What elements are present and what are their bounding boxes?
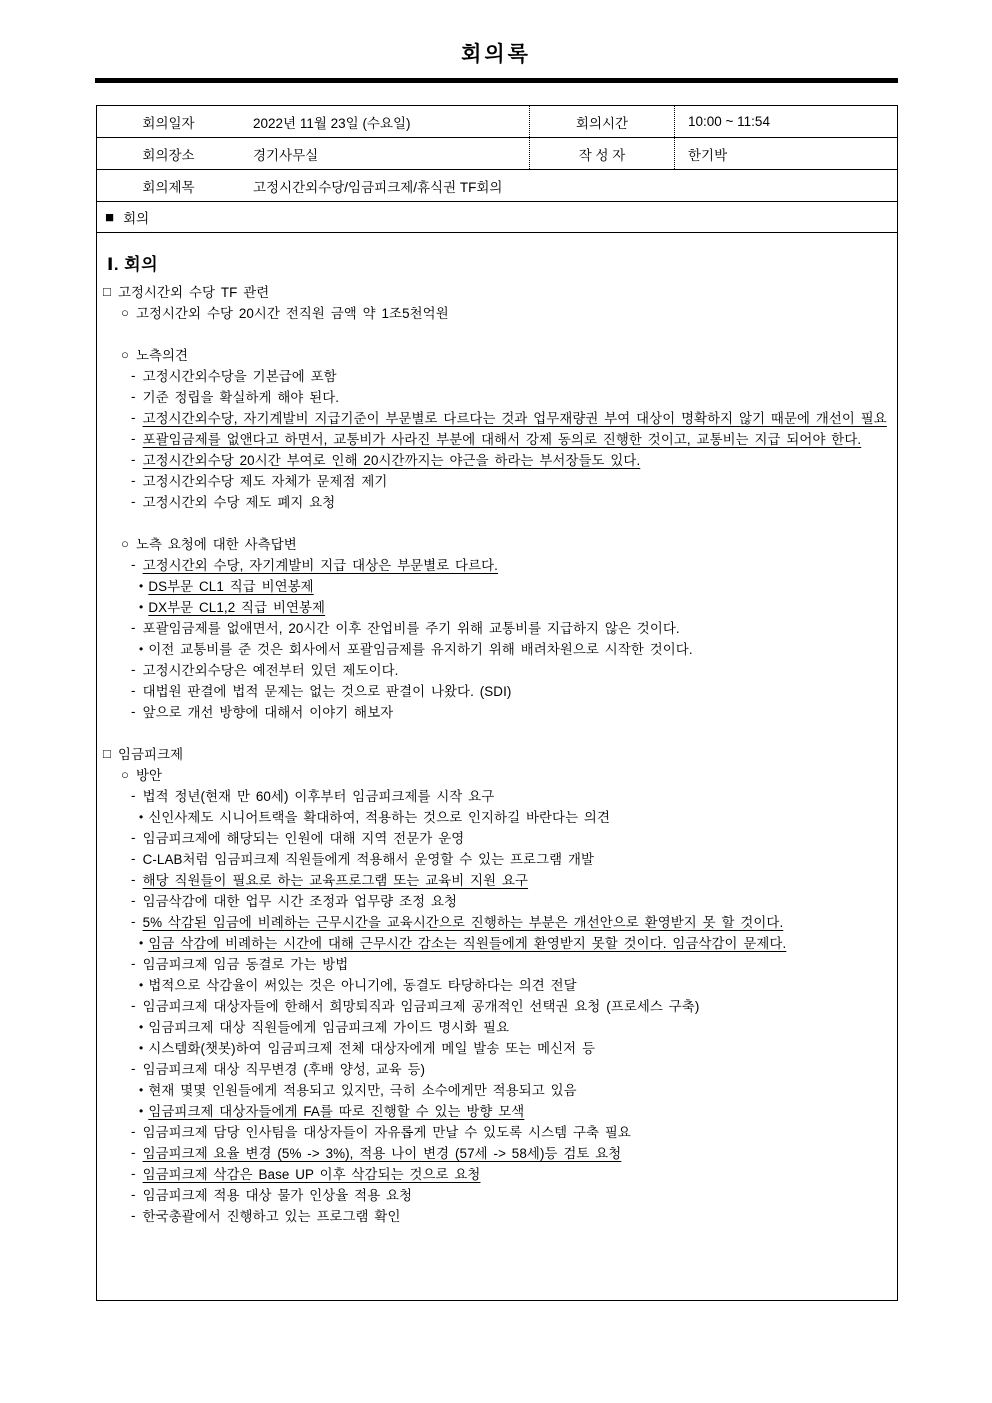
content-line bbox=[97, 1037, 897, 1058]
line-text: 고정시간외수당 제도 자체가 문제점 제기 bbox=[142, 474, 388, 489]
line-text: 임금피크제 요율 변경 (5% -> 3%), 적용 나이 변경 (57세 -> 58세)등 검토 요청 bbox=[142, 1146, 622, 1161]
dash-marker: - bbox=[131, 1124, 136, 1139]
line-text: 대법원 판결에 법적 문제는 없는 것으로 판결이 나왔다. (SDI) bbox=[142, 684, 512, 699]
content-line bbox=[97, 785, 897, 806]
line-text: 방안 bbox=[135, 768, 163, 783]
info-row-date-time bbox=[97, 106, 897, 138]
line-text: 신인사제도 시니어트랙을 확대하여, 적용하는 것으로 인지하길 바란다는 의견 bbox=[148, 810, 611, 825]
dash-marker: - bbox=[131, 368, 136, 383]
meeting-title-label: 회의제목 bbox=[142, 179, 195, 195]
line-text: 해당 직원들이 필요로 하는 교육프로그램 또는 교육비 지원 요구 bbox=[142, 873, 529, 888]
dot-bullet-icon: • bbox=[139, 809, 144, 824]
dash-marker: - bbox=[131, 956, 136, 971]
dash-marker: - bbox=[131, 620, 136, 635]
content-line bbox=[97, 281, 897, 302]
content-line bbox=[97, 533, 897, 554]
dash-marker: - bbox=[131, 410, 136, 425]
content-line bbox=[97, 827, 897, 848]
line-text: 포괄임금제를 없앤다고 하면서, 교통비가 사라진 부분에 대해서 강제 동의로 진행한 것이고, 교통비는 지급 되어야 한다. bbox=[142, 432, 862, 447]
meeting-time-value: 10:00 ~ 11:54 bbox=[674, 106, 897, 137]
dash-marker: - bbox=[131, 872, 136, 887]
line-text: 고정시간외수당, 자기계발비 지급기준이 부문별로 다르다는 것과 업무재량권 부여 대상이 명확하지 않기 때문에 개선이 필요 bbox=[142, 411, 887, 426]
outline-square-icon: □ bbox=[103, 284, 111, 299]
content-line bbox=[97, 638, 897, 659]
dot-bullet-icon: • bbox=[139, 1019, 144, 1034]
content-line bbox=[97, 617, 897, 638]
content-line bbox=[97, 344, 897, 365]
line-text: 이전 교통비를 준 것은 회사에서 포괄임금제를 유지하기 위해 배려차원으로 시작한 것이다. bbox=[148, 642, 693, 657]
line-text: 고정시간외 수당 TF 관련 bbox=[117, 285, 270, 300]
content-line bbox=[97, 449, 897, 470]
content-line bbox=[97, 701, 897, 722]
circle-icon: ○ bbox=[121, 767, 129, 782]
line-text: 고정시간외수당 20시간 부여로 인해 20시간까지는 야근을 하라는 부서장들도 있다. bbox=[142, 453, 641, 468]
line-text: 고정시간외수당은 예전부터 있던 제도이다. bbox=[142, 663, 399, 678]
dash-marker: - bbox=[131, 683, 136, 698]
content-line bbox=[97, 848, 897, 869]
line-text: 임금피크제 임금 동결로 가는 방법 bbox=[142, 957, 349, 972]
author-value: 한기박 bbox=[674, 138, 897, 169]
line-text: DS부문 CL1 직급 비연봉제 bbox=[148, 579, 314, 594]
dot-bullet-icon: • bbox=[139, 578, 144, 593]
content-line bbox=[97, 995, 897, 1016]
content-line bbox=[97, 659, 897, 680]
line-text: 임금피크제 삭감은 Base UP 이후 삭감되는 것으로 요청 bbox=[142, 1167, 481, 1182]
content-line bbox=[97, 1100, 897, 1121]
line-text: 임금피크제 대상자들에 한해서 희망퇴직과 임금피크제 공개적인 선택권 요청 (프로세스 구축) bbox=[142, 999, 700, 1014]
circle-icon: ○ bbox=[121, 536, 129, 551]
content-line bbox=[97, 470, 897, 491]
dash-marker: - bbox=[131, 1061, 136, 1076]
dash-marker: - bbox=[131, 494, 136, 509]
line-text: 임금피크제 담당 인사팀을 대상자들이 자유롭게 만날 수 있도록 시스템 구축 필요 bbox=[142, 1125, 631, 1140]
meeting-date-value: 2022년 11월 23일 (수요일) bbox=[253, 115, 411, 131]
content-line bbox=[97, 1079, 897, 1100]
dash-marker: - bbox=[131, 1145, 136, 1160]
author-label: 작 성 자 bbox=[529, 138, 674, 169]
meeting-date-label: 회의일자 bbox=[142, 115, 195, 131]
line-text: 임금피크제 대상 직원들에게 임금피크제 가이드 명시화 필요 bbox=[148, 1020, 510, 1035]
title-divider-rule bbox=[95, 78, 898, 83]
line-text: 시스템화(챗봇)하여 임금피크제 전체 대상자에게 메일 발송 또는 메신저 등 bbox=[148, 1041, 596, 1056]
dot-bullet-icon: • bbox=[139, 977, 144, 992]
dot-bullet-icon: • bbox=[139, 641, 144, 656]
minutes-table bbox=[96, 105, 898, 1301]
dash-marker: - bbox=[131, 914, 136, 929]
outline-square-icon: □ bbox=[103, 746, 111, 761]
dash-marker: - bbox=[131, 851, 136, 866]
line-text: 임금피크제 대상자들에게 FA를 따로 진행할 수 있는 방향 모색 bbox=[148, 1104, 525, 1119]
line-text: 임금 삭감에 비례하는 시간에 대해 근무시간 감소는 직원들에게 환영받지 못할 것이다. 임금삭감이 문제다. bbox=[148, 936, 787, 951]
dash-marker: - bbox=[131, 1187, 136, 1202]
line-text: 한국총괄에서 진행하고 있는 프로그램 확인 bbox=[142, 1209, 401, 1224]
content-line bbox=[97, 575, 897, 596]
blank-line bbox=[97, 323, 897, 344]
content-line bbox=[97, 386, 897, 407]
content-line bbox=[97, 806, 897, 827]
content-line bbox=[97, 302, 897, 323]
dash-marker: - bbox=[131, 998, 136, 1013]
content-line bbox=[97, 911, 897, 932]
dash-marker: - bbox=[131, 389, 136, 404]
line-text: 포괄임금제를 없애면서, 20시간 이후 잔업비를 주기 위해 교통비를 지급하지 않은 것이다. bbox=[142, 621, 680, 636]
content-line bbox=[97, 764, 897, 785]
content-line bbox=[97, 953, 897, 974]
content-line bbox=[97, 1142, 897, 1163]
content-line bbox=[97, 890, 897, 911]
dot-bullet-icon: • bbox=[139, 1103, 144, 1118]
line-text: 기준 정립을 확실하게 해야 된다. bbox=[142, 390, 340, 405]
dot-bullet-icon: • bbox=[139, 1082, 144, 1097]
dash-marker: - bbox=[131, 704, 136, 719]
line-text: 임금삭감에 대한 업무 시간 조정과 업무량 조정 요청 bbox=[142, 894, 458, 909]
line-text: 고정시간외 수당 20시간 전직원 금액 약 1조5천억원 bbox=[135, 306, 449, 321]
content-line bbox=[97, 1184, 897, 1205]
dash-marker: - bbox=[131, 557, 136, 572]
content-line bbox=[97, 974, 897, 995]
line-text: 고정시간외 수당, 자기계발비 지급 대상은 부문별로 다르다. bbox=[142, 558, 498, 573]
meeting-time-label: 회의시간 bbox=[529, 106, 674, 137]
dash-marker: - bbox=[131, 1166, 136, 1181]
content-line bbox=[97, 1205, 897, 1226]
line-text: 임금피크제 적용 대상 물가 인상율 적용 요청 bbox=[142, 1188, 413, 1203]
content-lines bbox=[97, 281, 897, 1226]
minutes-content bbox=[97, 233, 897, 1300]
content-line bbox=[97, 743, 897, 764]
content-line bbox=[97, 407, 897, 428]
line-text: 현재 몇몇 인원들에게 적용되고 있지만, 극히 소수에게만 적용되고 있음 bbox=[148, 1083, 577, 1098]
line-text: DX부문 CL1,2 직급 비연봉제 bbox=[148, 600, 326, 615]
dash-marker: - bbox=[131, 452, 136, 467]
content-line bbox=[97, 1016, 897, 1037]
meeting-title-value: 고정시간외수당/임금피크제/휴식권 TF회의 bbox=[253, 179, 503, 195]
content-line bbox=[97, 680, 897, 701]
line-text: 고정시간외 수당 제도 폐지 요청 bbox=[142, 495, 336, 510]
content-line bbox=[97, 491, 897, 512]
content-line bbox=[97, 932, 897, 953]
dash-marker: - bbox=[131, 473, 136, 488]
meeting-place-label: 회의장소 bbox=[142, 147, 195, 163]
dash-marker: - bbox=[131, 1208, 136, 1223]
content-line bbox=[97, 869, 897, 890]
content-line bbox=[97, 554, 897, 575]
line-text: 법적으로 삭감율이 써있는 것은 아니기에, 동결도 타당하다는 의견 전달 bbox=[148, 978, 577, 993]
circle-icon: ○ bbox=[121, 305, 129, 320]
line-text: 임금피크제 대상 직무변경 (후배 양성, 교육 등) bbox=[142, 1062, 426, 1077]
content-line bbox=[97, 365, 897, 386]
body-heading: Ⅰ. 회의 bbox=[107, 254, 159, 274]
content-line bbox=[97, 1163, 897, 1184]
dot-bullet-icon: • bbox=[139, 599, 144, 614]
line-text: 노측 요청에 대한 사측답변 bbox=[135, 537, 297, 552]
dash-marker: - bbox=[131, 893, 136, 908]
line-text: 5% 삭감된 임금에 비례하는 근무시간을 교육시간으로 진행하는 부분은 개선안으로 환영받지 못 할 것이다. bbox=[142, 915, 784, 930]
section-bar bbox=[97, 202, 897, 233]
circle-icon: ○ bbox=[121, 347, 129, 362]
line-text: 임금피크제에 해당되는 인원에 대해 지역 전문가 운영 bbox=[142, 831, 465, 846]
line-text: 앞으로 개선 방향에 대해서 이야기 해보자 bbox=[142, 705, 394, 720]
info-row-title bbox=[97, 170, 897, 202]
line-text: 임금피크제 bbox=[117, 747, 184, 762]
content-line bbox=[97, 1058, 897, 1079]
dot-bullet-icon: • bbox=[139, 935, 144, 950]
content-line bbox=[97, 1121, 897, 1142]
line-text: C-LAB처럼 임금피크제 직원들에게 적용해서 운영할 수 있는 프로그램 개발 bbox=[142, 852, 595, 867]
line-text: 노측의견 bbox=[135, 348, 189, 363]
page-title: 회의록 bbox=[461, 43, 531, 66]
content-line bbox=[97, 428, 897, 449]
blank-line bbox=[97, 512, 897, 533]
content-line bbox=[97, 596, 897, 617]
section-bar-label: 회의 bbox=[123, 211, 150, 226]
dot-bullet-icon: • bbox=[139, 1040, 144, 1055]
dash-marker: - bbox=[131, 830, 136, 845]
dash-marker: - bbox=[131, 662, 136, 677]
dash-marker: - bbox=[131, 431, 136, 446]
line-text: 법적 정년(현재 만 60세) 이후부터 임금피크제를 시작 요구 bbox=[142, 789, 495, 804]
dash-marker: - bbox=[131, 788, 136, 803]
blank-line bbox=[97, 722, 897, 743]
line-text: 고정시간외수당을 기본급에 포함 bbox=[142, 369, 337, 384]
filled-square-icon: ■ bbox=[105, 208, 115, 226]
meeting-place-value: 경기사무실 bbox=[253, 147, 319, 163]
info-row-place-author bbox=[97, 138, 897, 170]
